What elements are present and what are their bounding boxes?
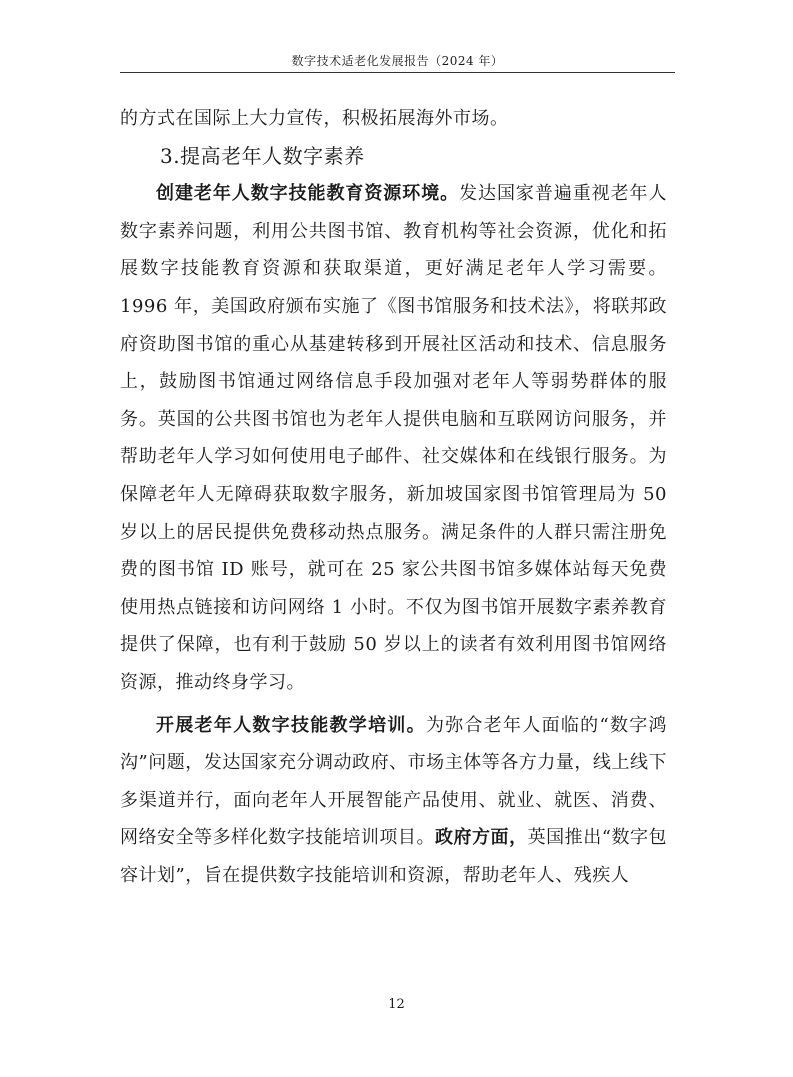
paragraph-text: 发达国家普遍重视老年人数字素养问题，利用公共图书馆、教育机构等社会资源，优化和拓展数字技能教育资源和获取渠道，更好满足老年人学习需要。1996 年，美国政府颁布实施了《图书馆服务和技术法》，将联邦政府资助图书馆的重心从基建转移到开展社区活动和技术、信息服务上，鼓励图书馆通过网络信息手段加强对老年人等弱势群体的服务。英国的公共图书馆也为老年人提供电脑和互联网访问服务，并帮助老年人学习如何使用电子邮件、社交媒体和在线银行服务。为保障老年人无障碍获取数字服务，新加坡国家图书馆管理局为 50 岁以上的居民提供免费移动热点服务。满足条件的人群只需注册免费的图书馆 ID 账号，就可在 25 家公共图书馆多媒体站每天免费使用热点链接和访问网络 1 小时。不仅为图书馆开展数字素养教育提供了保障，也有利于鼓励 50 岁以上的读者有效利用图书馆网络资源，推动终身学习。: [120, 183, 668, 693]
paragraph-skills-training: [120, 707, 667, 895]
paragraph-lead: 开展老年人数字技能教学培训。: [156, 714, 426, 736]
intro-paragraph: 的方式在国际上大力宣传，积极拓展海外市场。: [120, 108, 509, 129]
header-divider: [120, 72, 675, 73]
section-heading: 3.提高老年人数字素养: [160, 143, 365, 168]
inline-bold-phrase: 政府方面，: [434, 827, 528, 849]
paragraph-library-resources: [120, 175, 667, 701]
page-number: 12: [388, 997, 405, 1012]
running-header: 数字技术适老化发展报告（2024 年）: [291, 54, 504, 68]
paragraph-text-continued: 英国推出“数字包容计划”，旨在提供数字技能培训和资源，帮助老年人、残疾人: [120, 827, 668, 886]
paragraph-lead: 创建老年人数字技能教育资源环境。: [156, 183, 460, 205]
document-body: [120, 100, 667, 894]
paragraph-text: 为弥合老年人面临的“数字鸿沟”问题，发达国家充分调动政府、市场主体等各方力量，线上线下多渠道并行，面向老年人开展智能产品使用、就业、就医、消费、网络安全等多样化数字技能培训项目。: [120, 714, 668, 849]
